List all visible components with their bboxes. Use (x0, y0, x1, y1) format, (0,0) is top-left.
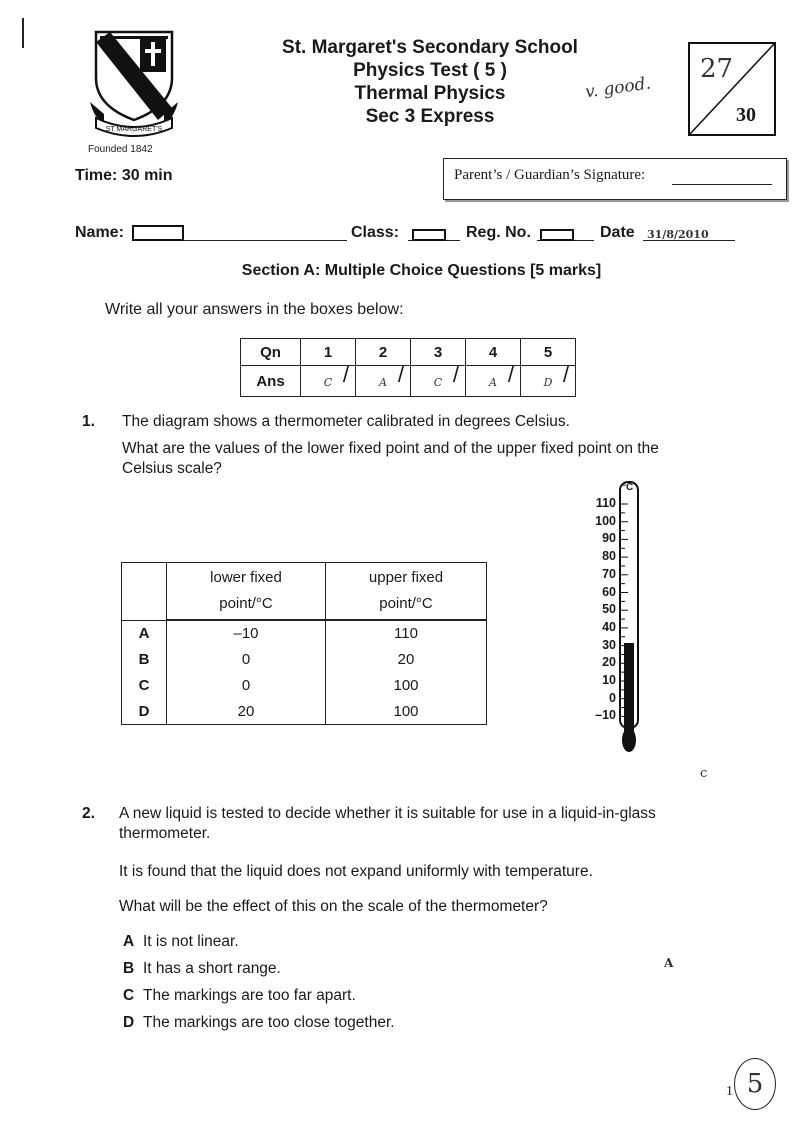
topic-name: Thermal Physics (354, 83, 506, 104)
q2-option-b (123, 959, 395, 986)
q1-option-lower: 0 (167, 673, 326, 699)
q2-number: 2. (82, 805, 95, 822)
thermometer-diagram (580, 478, 660, 758)
answer-2: A (379, 375, 387, 389)
q1-option-lower: 0 (167, 647, 326, 673)
name-label: Name: (75, 224, 124, 241)
qn-number-3: 3 (411, 339, 466, 366)
class-level: Sec 3 Express (365, 106, 495, 127)
qn-number-4: 4 (466, 339, 521, 366)
thermometer-scale-label: 20 (602, 655, 616, 670)
q1-col-lower-a: lower fixed (210, 569, 282, 586)
school-crest-logo (86, 28, 182, 138)
q1-option-letter: D (122, 699, 167, 725)
q1-line-3: Celsius scale? (122, 460, 222, 477)
thermometer-scale-label: 70 (602, 566, 616, 581)
thermometer-unit: °C (622, 482, 634, 493)
class-label: Class: (351, 224, 400, 241)
answer-table (240, 338, 576, 397)
thermometer-scale-label: 100 (595, 513, 616, 528)
qn-number-1: 1 (301, 339, 356, 366)
thermometer-scale-label: 110 (595, 496, 616, 510)
answer-3: C (433, 375, 443, 389)
signature-box (443, 158, 787, 200)
thermometer-scale-label: –10 (595, 708, 616, 723)
test-name: Physics Test ( 5 ) (353, 60, 507, 81)
q1-col-upper-a: upper fixed (368, 569, 444, 586)
answer-cell-4[interactable] (466, 362, 521, 397)
tick-mark-icon: / (342, 362, 349, 387)
q1-option-upper: 110 (326, 621, 487, 647)
q2-options (123, 932, 395, 1040)
title-block (230, 36, 630, 128)
thermometer-tube (580, 478, 660, 758)
founded-text: Founded 1842 (88, 144, 153, 155)
q1-number: 1. (82, 413, 95, 430)
answer-1: C (323, 375, 333, 389)
q1-margin-answer: c (700, 766, 708, 781)
q2-stem (119, 804, 719, 917)
section-title: Section A: Multiple Choice Questions [5 marks] (241, 262, 602, 279)
answer-table-answer-row (241, 366, 576, 397)
q2-option-text: It has a short range. (143, 960, 281, 977)
q1-col-lower (167, 563, 326, 620)
q1-col-upper (326, 563, 487, 620)
q1-option-letter: B (122, 647, 167, 673)
q1-col-lower-b: point/°C (219, 595, 273, 612)
q1-options-corner (122, 563, 167, 621)
date-value: 31/8/2010 (647, 228, 709, 241)
q1-options-header (122, 563, 487, 620)
score-box (688, 42, 776, 136)
tick-mark-icon: / (562, 362, 569, 387)
q1-option-upper: 100 (326, 699, 487, 725)
q1-option-upper: 100 (326, 673, 487, 699)
q1-option-lower: –10 (167, 621, 326, 647)
q1-option-row-c (122, 673, 487, 699)
name-redaction (132, 225, 184, 241)
answer-cell-5[interactable] (521, 362, 576, 397)
tick-mark-icon: / (452, 362, 459, 387)
q2-line-1: A new liquid is tested to decide whether it is suitable for use in a liquid-in-glass (119, 805, 656, 822)
qn-number-5: 5 (521, 339, 576, 366)
q2-option-text: The markings are too far apart. (143, 987, 356, 1004)
q2-option-text: It is not linear. (143, 933, 239, 950)
q2-option-letter: B (123, 960, 135, 977)
q2-line-2: thermometer. (119, 825, 211, 842)
tick-mark-icon: / (397, 362, 404, 387)
q2-option-text: The markings are too close together. (143, 1014, 395, 1031)
reg-redaction (540, 229, 574, 241)
ans-header: Ans (241, 366, 301, 397)
qn-header: Qn (241, 339, 301, 366)
q1-options-body (122, 621, 487, 725)
q2-line-3: It is found that the liquid does not expand uniformly with temperature. (119, 863, 593, 880)
reg-label: Reg. No. (466, 224, 531, 241)
tick-mark-icon: / (507, 362, 514, 387)
page-number: 1 (726, 1084, 733, 1099)
score-total: 30 (736, 104, 756, 126)
q1-stem (122, 412, 722, 479)
teacher-remark: v. good. (583, 73, 653, 103)
q1-option-letter: A (122, 621, 167, 647)
section-instruction: Write all your answers in the boxes below: (105, 301, 404, 318)
margin-mark (22, 18, 24, 48)
q2-option-letter: C (123, 987, 135, 1004)
circled-mark (734, 1058, 776, 1110)
time-allowed: Time: 30 min (75, 167, 173, 184)
q2-option-a (123, 932, 395, 959)
class-redaction (412, 229, 446, 241)
answer-cell-3[interactable] (411, 362, 466, 397)
thermometer-scale-label: 90 (602, 531, 616, 546)
q1-option-lower: 20 (167, 699, 326, 725)
score-obtained: 27 (700, 54, 734, 84)
q1-options-table (121, 562, 487, 725)
q1-option-row-d (122, 699, 487, 725)
q1-col-upper-b: point/°C (379, 595, 433, 612)
q1-option-letter: C (122, 673, 167, 699)
q1-line-2: What are the values of the lower fixed point and of the upper fixed point on the (122, 440, 659, 457)
q1-line-1: The diagram shows a thermometer calibrated in degrees Celsius. (122, 413, 570, 430)
answer-table-header-row (241, 339, 576, 366)
q1-option-row-b (122, 647, 487, 673)
q2-line-4: What will be the effect of this on the scale of the thermometer? (119, 898, 548, 915)
signature-line[interactable] (672, 184, 772, 185)
answer-4: A (489, 375, 497, 389)
thermometer-scale-label: 40 (602, 619, 616, 634)
q2-option-letter: A (123, 933, 135, 950)
answer-5: D (543, 375, 553, 389)
thermometer-scale-label: 0 (609, 690, 616, 705)
school-name: St. Margaret's Secondary School (282, 37, 578, 58)
thermometer-scale-label: 10 (602, 673, 616, 687)
thermometer-scale-label: 80 (602, 549, 616, 564)
q2-margin-answer: A (664, 956, 674, 970)
crest-ribbon-text: ST MARGARET'S (105, 126, 163, 133)
signature-label: Parent’s / Guardian’s Signature: (454, 167, 646, 183)
answer-cell-1[interactable] (301, 362, 356, 397)
q2-option-letter: D (123, 1014, 135, 1031)
q1-option-upper: 20 (326, 647, 487, 673)
q2-option-c (123, 986, 395, 1013)
thermometer-scale-label: 60 (602, 584, 616, 599)
qn-number-2: 2 (356, 339, 411, 366)
date-label: Date (600, 224, 635, 241)
answer-cell-2[interactable] (356, 362, 411, 397)
circled-mark-value: 5 (746, 1069, 764, 1099)
q1-option-row-a (122, 621, 487, 647)
thermometer-scale-label: 50 (602, 602, 616, 617)
thermometer-scale-label: 30 (602, 637, 616, 652)
q2-option-d (123, 1013, 395, 1040)
